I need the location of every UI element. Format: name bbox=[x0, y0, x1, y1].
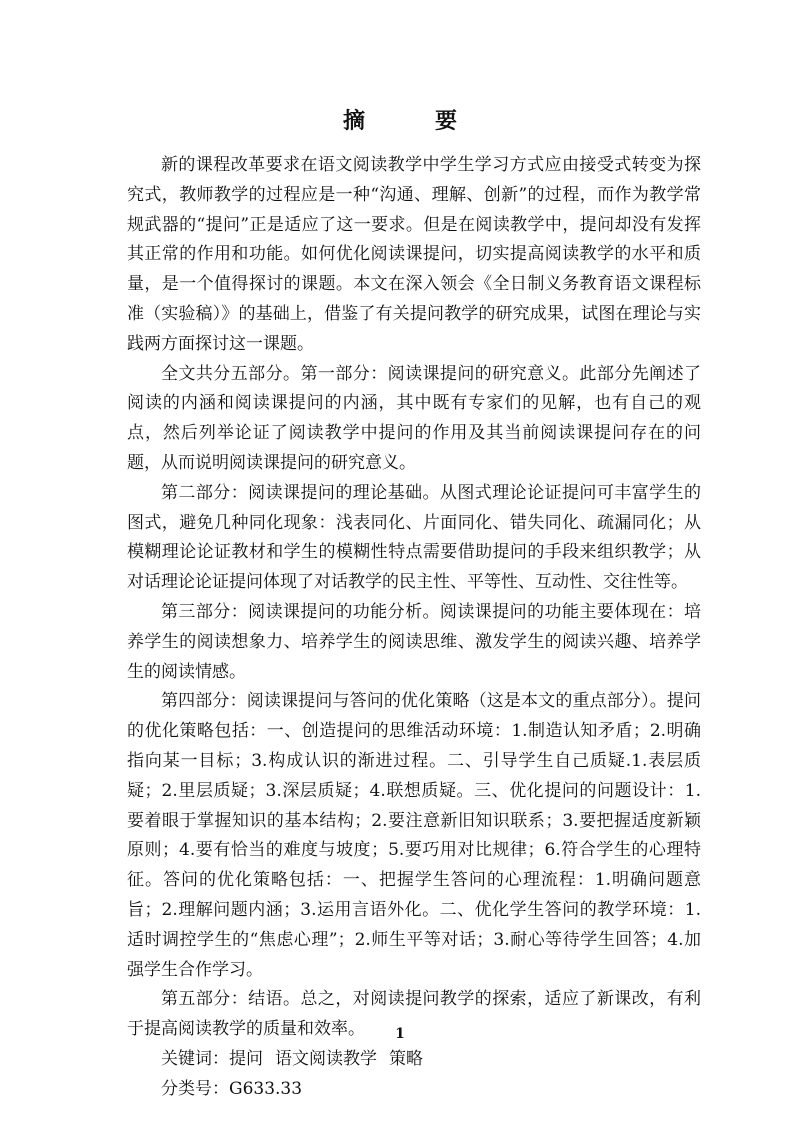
abstract-body bbox=[127, 151, 701, 1105]
classification-line: 分类号：G633.33 bbox=[161, 1078, 303, 1099]
keyword-3: 策略 bbox=[389, 1048, 423, 1069]
paragraph-part-five: 第五部分：结语。总之，对阅读提问教学的探索，适应了新课改，有利于提高阅读教学的质量和效率。 bbox=[127, 989, 701, 1040]
keyword-2: 语文阅读教学 bbox=[275, 1048, 377, 1069]
paragraph-part-two: 第二部分：阅读课提问的理论基础。从图式理论论证提问可丰富学生的图式，避免几种同化现象：浅表同化、片面同化、错失同化、疏漏同化；从模糊理论论证教材和学生的模糊性特点需要借助提问的手段来组织教学；从对话理论论证提问体现了对话教学的民主性、平等性、互动性、交往性等。 bbox=[127, 482, 701, 593]
keyword-1: 提问 bbox=[229, 1048, 263, 1069]
paragraph-part-three: 第三部分：阅读课提问的功能分析。阅读课提问的功能主要体现在：培养学生的阅读想象力、培养学生的阅读思维、激发学生的阅读兴趣、培养学生的阅读情感。 bbox=[127, 601, 701, 682]
paragraph-intro: 新的课程改革要求在语文阅读教学中学生学习方式应由接受式转变为探究式，教师教学的过程应是一种“沟通、理解、创新”的过程，而作为教学常规武器的“提问”正是适应了这一要求。但是在阅读教学中，提问却没有发挥其正常的作用和功能。如何优化阅读课提问，切实提高阅读教学的水平和质量，是一个值得探讨的课题。本文在深入领会《全日制义务教育语文课程标准（实验稿）》的基础上，借鉴了有关提问教学的研究成果，试图在理论与实践两方面探讨这一课题。 bbox=[127, 155, 701, 354]
paragraph-part-four: 第四部分：阅读课提问与答问的优化策略（这是本文的重点部分）。提问的优化策略包括：一、创造提问的思维活动环境：1.制造认知矛盾；2.明确指向某一目标；3.构成认识的渐进过程。二、引导学生自己质疑.1.表层质疑；2.里层质疑；3.深层质疑；4.联想质疑。三、优化提问的问题设计：1.要着眼于掌握知识的基本结构；2.要注意新旧知识联系；3.要把握适度新颖原则；4.要有恰当的难度与坡度；5.要巧用对比规律；6.符合学生的心理特征。答问的优化策略包括：一、把握学生答问的心理流程：1.明确问题意旨；2.理解问题内涵；3.运用言语外化。二、优化学生答问的教学环境：1.适时调控学生的“焦虑心理”；2.师生平等对话；3.耐心等待学生回答；4.加强学生合作学习。 bbox=[127, 691, 701, 980]
keywords-label: 关键词： bbox=[161, 1048, 229, 1069]
page-number: 1 bbox=[395, 1026, 405, 1042]
page-title: 摘 要 bbox=[342, 109, 481, 134]
keywords-line bbox=[127, 1045, 701, 1075]
paragraph-part-overview: 全文共分五部分。第一部分：阅读课提问的研究意义。此部分先阐述了阅读的内涵和阅读课提问的内涵，其中既有专家们的见解，也有自己的观点，然后列举论证了阅读教学中提问的作用及其当前阅读课提问存在的问题，从而说明阅读课提问的研究意义。 bbox=[127, 363, 701, 473]
